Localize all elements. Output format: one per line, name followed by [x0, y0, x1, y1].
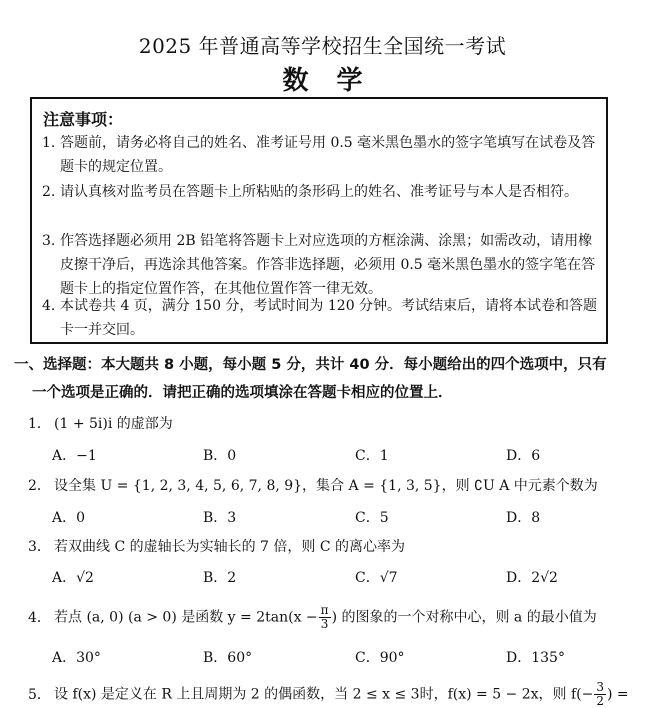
subject-title: 数学 — [282, 66, 391, 96]
question-stem: (1 + 5i)i 的虚部为 — [54, 416, 173, 432]
fraction — [319, 604, 331, 631]
question-stem: 设全集 U = {1, 2, 3, 4, 5, 6, 7, 8, 9}，集合 A = {1, 3, 5}，则 ∁U A 中元素个数为 — [54, 478, 598, 494]
question-number: 4． — [28, 609, 51, 626]
option-b: B．2 — [203, 570, 237, 586]
fraction — [594, 681, 606, 708]
option-a: A．−1 — [52, 448, 97, 464]
option-b: B．0 — [203, 448, 237, 464]
section-heading-line1: 一、选择题：本大题共 8 小题，每小题 5 分，共计 40 分．每小题给出的四个选项中，只有 — [14, 357, 607, 373]
question-stem-suffix: ) 的图象的一个对称中心，则 a 的最小值为 — [331, 609, 597, 626]
option-a: A．√2 — [52, 570, 94, 586]
option-d: D．2√2 — [506, 570, 558, 586]
notice-item-text: 答题前，请务必将自己的姓名、准考证号用 0.5 毫米黑色墨水的签字笔填写在试卷及答题卡的规定位置。 — [60, 135, 596, 175]
option-c: C．√7 — [355, 570, 398, 586]
question-number: 5． — [28, 686, 51, 703]
option-d: D．135° — [506, 650, 565, 666]
option-d: D．6 — [506, 448, 541, 464]
question-number: 3． — [28, 539, 51, 555]
notice-item-number: 2. — [42, 184, 56, 200]
question-stem-prefix: 若点 (a, 0) (a > 0) 是函数 y = 2tan(x − — [54, 609, 318, 626]
notice-box — [30, 97, 608, 344]
option-c: C．90° — [355, 650, 405, 666]
notice-item-text: 本试卷共 4 页，满分 150 分，考试时间为 120 分钟。考试结束后，请将本试卷和答题卡一并交回。 — [60, 298, 598, 338]
option-a: A．30° — [52, 650, 101, 666]
section-heading-line2: 一个选项是正确的．请把正确的选项填涂在答题卡相应的位置上． — [32, 385, 453, 401]
fraction-denominator: 3 — [320, 617, 329, 631]
question-number: 2． — [28, 478, 51, 494]
question-stem-prefix: 设 f(x) 是定义在 R 上且周期为 2 的偶函数，当 2 ≤ x ≤ 3时，f(x) = 5 − 2x，则 f(− — [54, 686, 594, 703]
fraction-numerator: 3 — [596, 680, 605, 694]
notice-item-text: 请认真核对监考员在答题卡上所粘贴的条形码上的姓名、准考证号与本人是否相符。 — [60, 184, 578, 200]
question-4 — [28, 604, 628, 631]
question-2 — [28, 476, 628, 496]
notice-item — [42, 229, 602, 301]
option-d: D．8 — [506, 510, 541, 526]
exam-title: 2025 年普通高等学校招生全国统一考试 — [138, 34, 507, 58]
notice-item-text: 作答选择题必须用 2B 铅笔将答题卡上对应选项的方框涂满、涂黑；如需改动，请用橡皮擦干净后，再选涂其他答案。作答非选择题，必须用 0.5 毫米黑色墨水的签字笔在答题卡上的指定位置作答，在其他位置作答一律无效。 — [60, 233, 596, 297]
notice-item — [42, 180, 602, 204]
question-number: 1． — [28, 416, 51, 432]
option-a: A．0 — [52, 510, 86, 526]
question-1 — [28, 414, 628, 434]
fraction-numerator: π — [320, 603, 329, 617]
notice-item — [42, 294, 602, 342]
notice-heading: 注意事项： — [43, 110, 124, 129]
option-c: C．1 — [355, 448, 389, 464]
question-stem: 若双曲线 C 的虚轴长为实轴长的 7 倍，则 C 的离心率为 — [54, 539, 406, 555]
option-b: B．3 — [203, 510, 237, 526]
question-3 — [28, 537, 628, 557]
notice-item-number: 1. — [42, 135, 56, 151]
notice-item-number: 4. — [42, 298, 56, 314]
option-c: C．5 — [355, 510, 389, 526]
question-stem-suffix: ) = — [607, 686, 629, 703]
question-5 — [28, 681, 645, 708]
notice-item-number: 3. — [42, 233, 56, 249]
option-b: B．60° — [203, 650, 253, 666]
section-heading — [14, 351, 636, 407]
fraction-denominator: 2 — [596, 694, 605, 708]
notice-item — [42, 131, 602, 179]
